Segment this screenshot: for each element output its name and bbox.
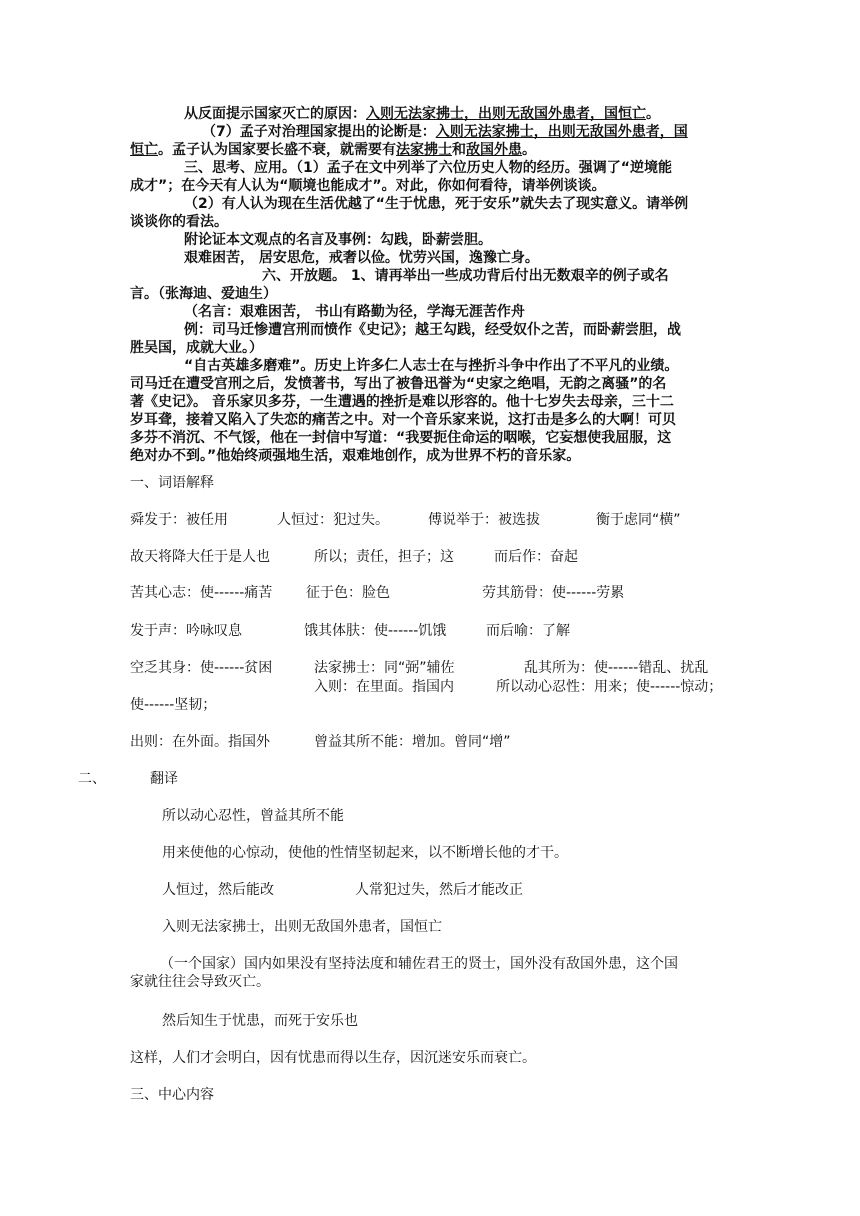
- underlined-answer: 恒亡: [130, 142, 158, 158]
- open-question: 六、开放题。 1、请再举出一些成功背后付出无数艰辛的例子或名: [262, 268, 669, 284]
- source-sentence: 然后知生于忧患，而死于安乐也: [162, 1013, 358, 1029]
- line-3: [130, 140, 536, 160]
- vocab-item: 乱其所为：使------错乱、扰乱: [524, 660, 709, 676]
- vocab-item: 空乏其身：使------贫困: [130, 660, 273, 676]
- vocab-item: 曾益其所不能：增加。曾同“增”: [314, 734, 511, 750]
- section-heading-translate: 翻译: [150, 771, 178, 787]
- vocab-item: 使------坚韧；: [130, 697, 217, 713]
- underlined-answer: 入则无法家拂士，出则无敌国外患者，国恒亡: [366, 106, 646, 122]
- essay-line-1: “自古英雄多磨难”。历史上许多仁人志士在与挫折斗争中作出了不平凡的业绩。: [184, 358, 679, 374]
- essay-line-3: 著《史记》。 音乐家贝多芬，一生遭遇的挫折是难以形容的。他十七岁失去母亲，三十二: [130, 394, 674, 410]
- vocab-item: 而后喻：了解: [486, 623, 570, 639]
- vocab-item: 苦其心志：使------痛苦: [130, 585, 273, 601]
- vocab-item: 舜发于：被任用: [130, 512, 228, 528]
- text: 。孟子认为国家要长盛不衰，就需要有: [158, 142, 396, 158]
- quotes-line: 附论证本文观点的名言及事例：勾践，卧薪尝胆。: [184, 232, 492, 248]
- section-heading-center: 三、中心内容: [130, 1087, 214, 1103]
- question-3-1-cont: 成才”；在今天有人认为“顺境也能成才”。对此，你如何看待，请举例谈谈。: [130, 178, 606, 194]
- text: 。: [522, 142, 536, 158]
- underlined-answer: 敌国外患: [466, 142, 522, 158]
- vocab-item: 劳其筋骨：使------劳累: [482, 585, 625, 601]
- translation-sentence: （一个国家）国内如果没有坚持法度和辅佐君王的贤士，国外没有敌国外患，这个国: [160, 956, 678, 972]
- vocab-item: 傅说举于：被选拔: [428, 512, 540, 528]
- source-sentence: 人恒过，然后能改: [162, 882, 274, 898]
- essay-line-5: 多芬不消沉、不气馁，他在一封信中写道：“我要扼住命运的咽喉，它妄想使我屈服，这: [130, 430, 672, 446]
- vocab-item: 故天将降大任于是人也: [130, 549, 270, 565]
- section-heading-vocab: 一、词语解释: [130, 475, 214, 491]
- translation-sentence: 这样，人们才会明白，因有忧患而得以生存，因沉迷安乐而衰亡。: [130, 1050, 536, 1066]
- famous-saying: （名言：艰难困苦， 书山有路勤为径，学海无涯苦作舟: [184, 304, 525, 320]
- source-sentence: 所以动心忍性，曾益其所不能: [162, 808, 344, 824]
- open-question-cont: 言。（张海迪、爱迪生）: [130, 286, 277, 302]
- section-number-translate: 二、: [78, 771, 106, 787]
- translation-sentence-cont: 家就往往会导致灭亡。: [130, 974, 270, 990]
- vocab-item: 所以；责任，担子；这: [314, 549, 454, 565]
- vocab-item: 所以动心忍性：用来；使------惊动；: [496, 679, 723, 695]
- underlined-answer: 入则无法家拂士，出则无敌国外患者，国: [435, 124, 688, 140]
- source-sentence: 入则无法家拂士，出则无敌国外患者，国恒亡: [162, 919, 442, 935]
- essay-line-2: 司马迁在遭受宫刑之后，发愤著书，写出了被鲁迅誉为“史家之绝唱，无韵之离骚”的名: [130, 376, 667, 392]
- text: 和: [452, 142, 466, 158]
- vocab-item: 人恒过：犯过失。: [277, 512, 389, 528]
- vocab-item: 征于色：脸色: [306, 585, 390, 601]
- example-line-cont: 胜吴国，成就大业。）: [130, 340, 263, 356]
- line-1: [184, 104, 660, 124]
- essay-line-4: 岁耳聋，接着又陷入了失恋的痛苦之中。对一个音乐家来说，这打击是多么的大啊！可贝: [130, 412, 676, 428]
- question-3-2-cont: 谈谈你的看法。: [130, 214, 228, 230]
- essay-line-6: 绝对办不到。”他始终顽强地生活，艰难地创作，成为世界不朽的音乐家。: [130, 448, 581, 464]
- vocab-item: 法家拂士：同“弼”辅佐: [314, 660, 455, 676]
- vocab-item: 发于声：吟咏叹息: [130, 623, 242, 639]
- translation-sentence: 人常犯过失，然后才能改正: [355, 882, 523, 898]
- vocab-item: 入则：在里面。指国内: [314, 679, 454, 695]
- vocab-item: 衡于虑同“横”: [596, 512, 681, 528]
- example-line: 例：司马迁惨遭宫刑而愤作《史记》；越王勾践，经受奴仆之苦，而卧薪尝胆，战: [184, 322, 681, 338]
- underlined-answer: 法家拂士: [396, 142, 452, 158]
- question-3-1: 三、思考、应用。（1）孟子在文中列举了六位历史人物的经历。强调了“逆境能: [184, 160, 672, 176]
- text: 。: [646, 106, 660, 122]
- translation-sentence: 用来使他的心惊动，使他的性情坚韧起来，以不断增长他的才干。: [162, 845, 568, 861]
- vocab-item: 饿其体肤：使------饥饿: [304, 623, 447, 639]
- vocab-item: 而后作：奋起: [494, 549, 578, 565]
- quotes-line-2: 艰难困苦， 居安思危，戒奢以俭。忧劳兴国，逸豫亡身。: [184, 250, 539, 266]
- question-3-2: （2）有人认为现在生活优越了“生于忧患，死于安乐”就失去了现实意义。请举例: [184, 196, 689, 212]
- line-2: [202, 122, 688, 142]
- text: （7）孟子对治理国家提出的论断是：: [202, 124, 436, 140]
- text: 从反面提示国家灭亡的原因：: [184, 106, 366, 122]
- vocab-item: 出则：在外面。指国外: [130, 734, 270, 750]
